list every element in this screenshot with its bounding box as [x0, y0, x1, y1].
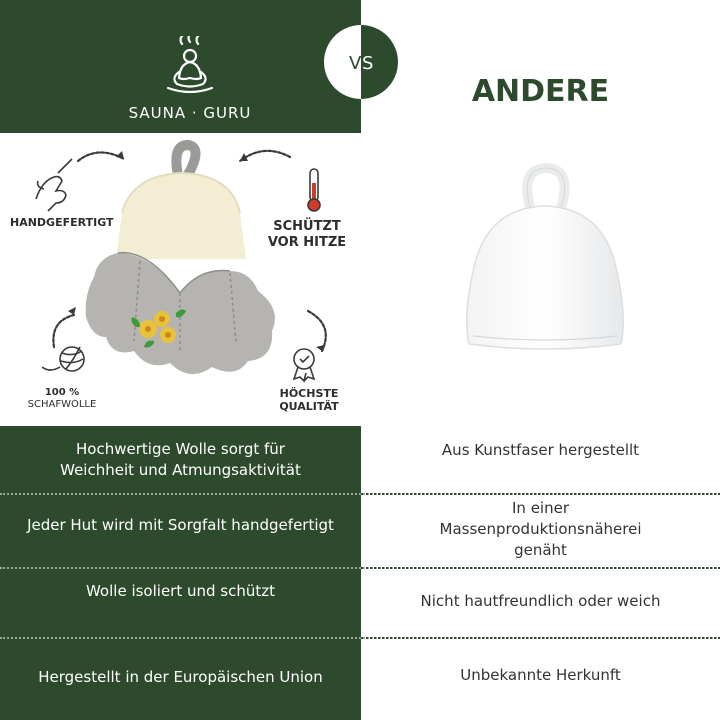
- svg-text:V: V: [349, 53, 362, 74]
- row-divider: [0, 637, 720, 639]
- thermometer-icon: [308, 169, 320, 211]
- felt-sauna-hat-image: [0, 133, 361, 426]
- row-divider: [0, 567, 720, 569]
- left-row-4: Hergestellt in der Europäischen Union: [38, 667, 323, 686]
- synthetic-sauna-hat-image: [445, 160, 645, 360]
- right-row-1: Aus Kunstfaser hergestellt: [441, 440, 640, 459]
- row-divider: [0, 493, 720, 495]
- sauna-guru-logo: [120, 36, 260, 128]
- yarn-ball-icon: [42, 347, 84, 371]
- handmade-icon: [36, 159, 72, 211]
- feature-heat-protection: [262, 219, 352, 250]
- feature-heat-line2: VOR HITZE: [267, 234, 347, 250]
- competitor-heading: ANDERE: [471, 74, 610, 109]
- left-row-3: Wolle isoliert und schützt: [85, 581, 276, 600]
- brand-name: SAUNA · GURU: [128, 104, 252, 122]
- left-row-2: Jeder Hut wird mit Sorgfalt handgefertigt: [27, 515, 334, 534]
- product-photo-panel: [0, 133, 361, 426]
- feature-quality: [268, 387, 350, 413]
- feature-handmade: HANDGEFERTIGT: [10, 216, 114, 229]
- feature-quality-line1: HÖCHSTE: [279, 387, 339, 400]
- feature-wool-line2: SCHAFWOLLE: [27, 399, 97, 410]
- left-row-1: Hochwertige Wolle sorgt für Weichheit und Atmungsaktivität: [60, 440, 301, 479]
- right-row-4: Unbekannte Herkunft: [460, 665, 621, 684]
- svg-text:S: S: [362, 53, 374, 74]
- right-row-3: Nicht hautfreundlich oder weich: [420, 591, 661, 610]
- feature-quality-line2: QUALITÄT: [279, 400, 339, 414]
- right-row-2: In einer Massenproduktionsnäherei genäht: [439, 498, 642, 559]
- feature-heat-line1: SCHÜTZT: [273, 219, 341, 234]
- feature-wool-line1: 100 %: [44, 387, 80, 398]
- quality-medal-icon: [294, 349, 314, 381]
- meditating-figure-icon: [160, 36, 220, 98]
- feature-wool: [22, 387, 102, 411]
